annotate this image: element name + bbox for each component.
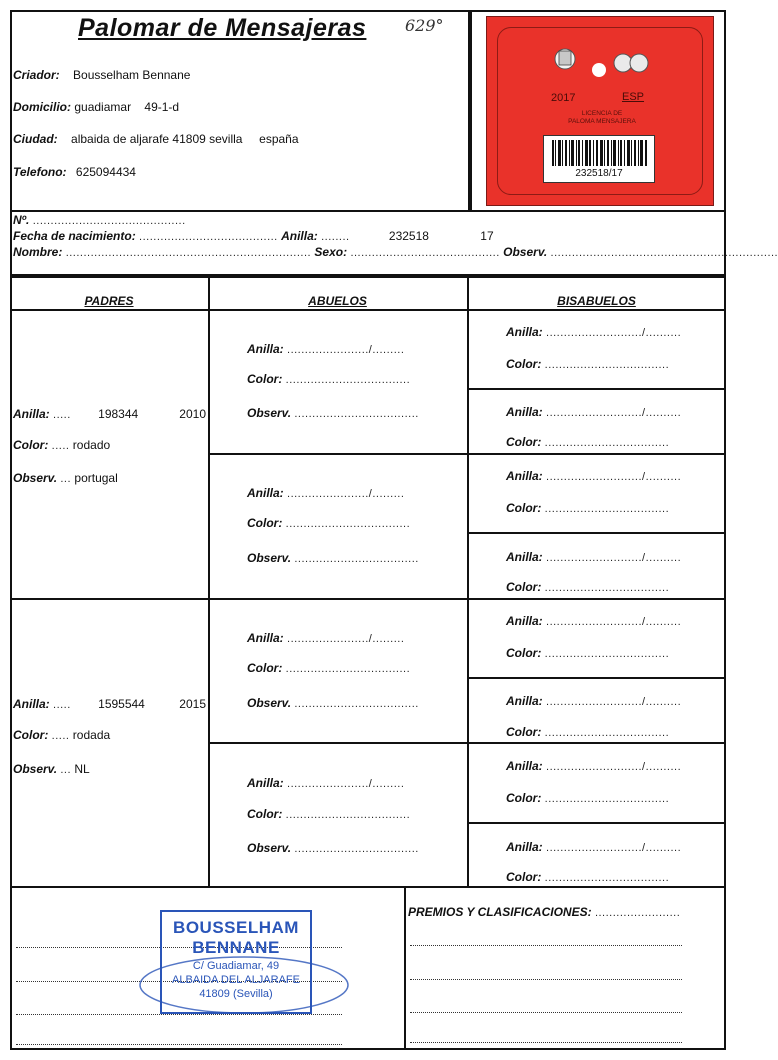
number-dots: ...........................................	[32, 215, 186, 227]
breeder-value: Bousselham Bennane	[73, 68, 191, 82]
notes-line	[16, 1044, 342, 1045]
great-color-label: Color:	[506, 357, 542, 371]
parent-2-color-dots: .....	[51, 730, 70, 742]
grandparent-color-label: Color:	[247, 807, 283, 821]
owner-stamp	[160, 910, 312, 1014]
breeder-label: Criador:	[13, 68, 60, 82]
premios-line	[410, 1012, 682, 1013]
parents-divider	[10, 598, 726, 600]
parent-2-ring-dots: .....	[53, 699, 71, 711]
great-divider-4	[467, 822, 726, 824]
grandparent-color-row	[247, 372, 410, 386]
name-dots: .....................................................................	[65, 247, 312, 259]
card-country: ESP	[622, 91, 645, 103]
great-ring-label: Anilla:	[506, 759, 543, 773]
premios-dots: ........................	[594, 907, 681, 919]
parent-1-color-label: Color:	[13, 438, 49, 452]
bird-ring-dots: ........	[321, 231, 350, 243]
parent-1-ring-value: 198344	[98, 407, 139, 421]
stamp-line-5: 41809 (Sevilla)	[199, 988, 273, 1000]
parent-1-color-row	[13, 438, 110, 452]
city-row	[13, 132, 299, 146]
bird-observ-label: Observ.	[503, 245, 548, 259]
grandparent-color-label: Color:	[247, 516, 283, 530]
grandparent-observ-label: Observ.	[247, 551, 292, 565]
parent-2-observ-dots: ...	[60, 764, 72, 776]
grandparent-ring-dots: ......................./.........	[287, 633, 405, 645]
great-color-label: Color:	[506, 435, 542, 449]
great-ring-label: Anilla:	[506, 694, 543, 708]
grandparents-divider-2	[208, 742, 726, 744]
parent-2-color-row	[13, 728, 110, 742]
city-value: albaida de aljarafe 41809 sevilla españa	[71, 132, 299, 146]
breeder-row	[13, 68, 190, 82]
birth-label: Fecha de nacimiento:	[13, 229, 136, 243]
grandparent-ring-row	[247, 631, 404, 645]
great-color-dots: ...................................	[544, 503, 670, 515]
great-7-color-row	[506, 791, 669, 805]
number-label: Nº.	[13, 213, 30, 227]
great-6-color-row	[506, 725, 669, 739]
grandparent-color-dots: ...................................	[285, 809, 411, 821]
grandparent-observ-row	[247, 551, 419, 565]
great-color-dots: ...................................	[544, 582, 670, 594]
great-ring-label: Anilla:	[506, 614, 543, 628]
great-7-ring-row	[506, 759, 681, 773]
great-divider-1	[467, 388, 726, 390]
great-ring-label: Anilla:	[506, 405, 543, 419]
great-divider-3	[467, 677, 726, 679]
grandparent-ring-label: Anilla:	[247, 776, 284, 790]
barcode	[543, 135, 655, 183]
grandparent-observ-row	[247, 696, 419, 710]
great-color-label: Color:	[506, 725, 542, 739]
premios-line	[410, 945, 682, 946]
grandparent-observ-row	[247, 841, 419, 855]
birth-row	[13, 229, 494, 243]
license-card	[486, 16, 714, 206]
sex-label: Sexo:	[314, 245, 348, 259]
grandparents-divider-1	[208, 453, 726, 455]
bird-ring-value: 232518	[388, 229, 429, 243]
grandparent-color-row	[247, 516, 410, 530]
great-1-ring-row	[506, 325, 681, 339]
grandparent-observ-dots: ...................................	[294, 698, 419, 710]
great-8-color-row	[506, 870, 669, 884]
premios-line	[410, 979, 682, 980]
grandparent-color-row	[247, 661, 410, 675]
card-license-line1: LICENCIA DE	[581, 110, 623, 117]
address-value: guadiamar 49-1-d	[74, 100, 180, 114]
great-4-color-row	[506, 580, 669, 594]
grid-col-divider-2	[467, 276, 469, 888]
great-ring-label: Anilla:	[506, 550, 543, 564]
footer-divider	[404, 886, 406, 1050]
grandparent-observ-label: Observ.	[247, 406, 292, 420]
parent-1-ring-row	[13, 407, 206, 421]
bird-observ-dots: ................................................................	[550, 247, 778, 259]
stamp-line-3: C/ Guadiamar, 49	[192, 960, 280, 972]
parent-1-observ-dots: ...	[60, 473, 72, 485]
parent-2-observ-label: Observ.	[13, 762, 58, 776]
great-color-label: Color:	[506, 501, 542, 515]
great-ring-dots: .........................../..........	[546, 327, 682, 339]
grandparent-ring-row	[247, 776, 404, 790]
great-ring-label: Anilla:	[506, 469, 543, 483]
great-2-color-row	[506, 435, 669, 449]
city-label: Ciudad:	[13, 132, 58, 146]
stamp-line-2: BENNANE	[192, 938, 280, 957]
grandparent-color-row	[247, 807, 410, 821]
great-4-ring-row	[506, 550, 681, 564]
great-3-ring-row	[506, 469, 681, 483]
great-color-dots: ...................................	[544, 437, 670, 449]
address-row	[13, 100, 179, 114]
great-color-label: Color:	[506, 646, 542, 660]
name-label: Nombre:	[13, 245, 63, 259]
great-ring-dots: .........................../..........	[546, 407, 682, 419]
stamp-line-1: BOUSSELHAM	[173, 918, 299, 937]
phone-row	[13, 165, 136, 179]
parent-2-color-label: Color:	[13, 728, 49, 742]
grandparent-observ-label: Observ.	[247, 841, 292, 855]
parent-1-color-value: rodado	[72, 438, 111, 452]
emblems-icon	[487, 17, 715, 87]
great-ring-label: Anilla:	[506, 840, 543, 854]
grandparent-observ-dots: ...................................	[294, 408, 419, 420]
great-ring-dots: .........................../..........	[546, 616, 682, 628]
sex-dots: ..........................................	[350, 247, 500, 259]
grandparent-observ-dots: ...................................	[294, 843, 419, 855]
page-title: Palomar de Mensajeras	[78, 14, 367, 42]
parent-2-observ-row	[13, 762, 90, 776]
header-padres: PADRES	[84, 294, 134, 308]
grandparent-color-dots: ...................................	[285, 663, 411, 675]
card-license-line2: PALOMA MENSAJERA	[568, 118, 636, 125]
great-color-label: Color:	[506, 791, 542, 805]
great-8-ring-row	[506, 840, 681, 854]
great-color-dots: ...................................	[544, 648, 670, 660]
bird-ring-year: 17	[480, 229, 494, 243]
bird-ring-label: Anilla:	[281, 229, 318, 243]
card-license-text	[547, 110, 657, 126]
phone-value: 625094434	[75, 165, 136, 179]
grid-col-divider-1	[208, 276, 210, 888]
grandparent-ring-label: Anilla:	[247, 342, 284, 356]
grandparent-ring-row	[247, 342, 404, 356]
header-bisabuelos: BISABUELOS	[557, 294, 636, 308]
birth-dots: .......................................	[139, 231, 278, 243]
grandparent-color-label: Color:	[247, 372, 283, 386]
great-ring-dots: .........................../..........	[546, 842, 682, 854]
grandparent-observ-row	[247, 406, 419, 420]
premios-row	[408, 905, 680, 919]
grandparent-observ-dots: ...................................	[294, 553, 419, 565]
premios-line	[410, 1042, 682, 1043]
great-1-color-row	[506, 357, 669, 371]
grandparent-color-dots: ...................................	[285, 374, 411, 386]
grandparent-observ-label: Observ.	[247, 696, 292, 710]
great-ring-dots: .........................../..........	[546, 471, 682, 483]
parent-2-ring-year: 2015	[179, 697, 206, 711]
address-label: Domicilio:	[13, 100, 72, 114]
great-ring-dots: .........................../..........	[546, 696, 682, 708]
parent-1-ring-year: 2010	[179, 407, 206, 421]
parent-1-ring-label: Anilla:	[13, 407, 50, 421]
name-row	[13, 245, 778, 259]
parent-2-color-value: rodada	[72, 728, 111, 742]
grandparent-ring-dots: ......................./.........	[287, 778, 405, 790]
great-6-ring-row	[506, 694, 681, 708]
great-color-dots: ...................................	[544, 359, 670, 371]
header-abuelos: ABUELOS	[308, 294, 367, 308]
great-3-color-row	[506, 501, 669, 515]
parent-2-ring-value: 1595544	[98, 697, 145, 711]
grandparent-ring-dots: ......................./.........	[287, 488, 405, 500]
grandparent-color-label: Color:	[247, 661, 283, 675]
grandparent-ring-row	[247, 486, 404, 500]
grid-header-divider	[10, 309, 726, 311]
parent-2-ring-label: Anilla:	[13, 697, 50, 711]
parent-1-ring-dots: .....	[53, 409, 71, 421]
great-color-dots: ...................................	[544, 793, 670, 805]
great-5-color-row	[506, 646, 669, 660]
grandparent-color-dots: ...................................	[285, 518, 411, 530]
card-year: 2017	[551, 92, 576, 104]
great-ring-dots: .........................../..........	[546, 761, 682, 773]
parent-2-ring-row	[13, 697, 206, 711]
parent-1-observ-label: Observ.	[13, 471, 58, 485]
grandparent-ring-dots: ......................./.........	[287, 344, 405, 356]
stamp-line-4: ALBAIDA DEL ALJARAFE	[172, 974, 300, 986]
great-color-label: Color:	[506, 870, 542, 884]
grandparent-ring-label: Anilla:	[247, 486, 284, 500]
parent-1-observ-row	[13, 471, 118, 485]
grandparent-ring-label: Anilla:	[247, 631, 284, 645]
great-divider-2	[467, 532, 726, 534]
premios-label: PREMIOS Y CLASIFICACIONES:	[408, 905, 592, 919]
great-color-label: Color:	[506, 580, 542, 594]
great-color-dots: ...................................	[544, 872, 670, 884]
number-row	[13, 213, 186, 227]
great-ring-label: Anilla:	[506, 325, 543, 339]
great-5-ring-row	[506, 614, 681, 628]
parent-2-observ-value: NL	[74, 762, 90, 776]
phone-label: Telefono:	[13, 165, 67, 179]
parent-1-observ-value: portugal	[74, 471, 118, 485]
handwritten-number: 629°	[405, 16, 444, 35]
great-ring-dots: .........................../..........	[546, 552, 682, 564]
great-2-ring-row	[506, 405, 681, 419]
great-color-dots: ...................................	[544, 727, 670, 739]
barcode-number: 232518/17	[575, 168, 623, 179]
parent-1-color-dots: .....	[51, 440, 70, 452]
barcode-icon	[552, 140, 648, 166]
